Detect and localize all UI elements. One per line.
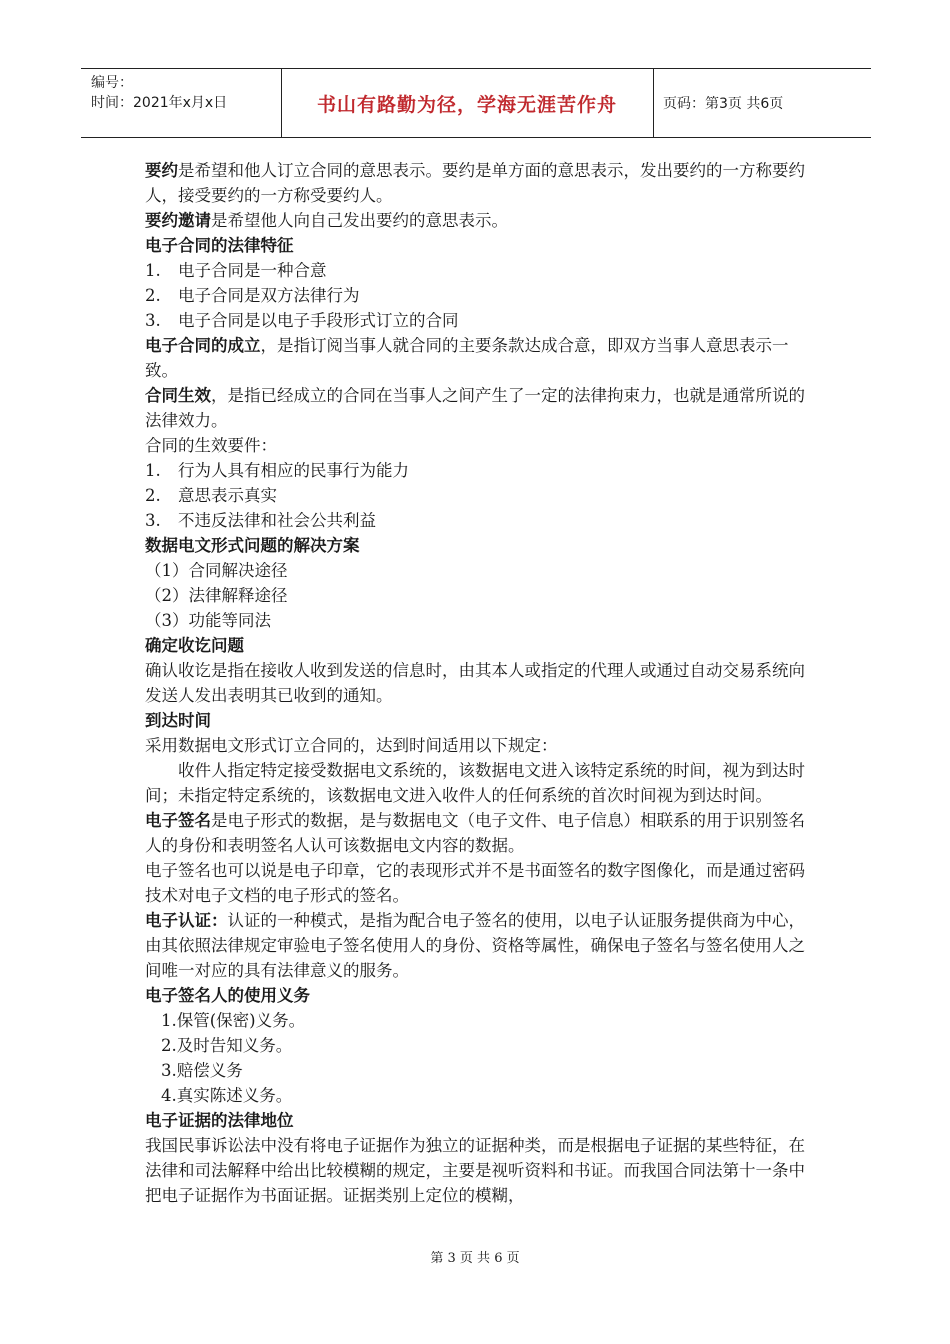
section-heading: 确定收讫问题 [145,636,244,655]
list-number: 3. [145,311,161,330]
page-header [81,68,871,138]
list-number: 3. [145,511,161,530]
text: 是希望和他人订立合同的意思表示。要约是单方面的意思表示，发出要约的一方称要约人，接受要约的一方称受要约人。 [145,161,805,205]
section-heading: 电子合同的法律特征 [145,236,294,255]
list-text: 电子合同是双方法律行为 [178,286,360,305]
paragraph: 收件人指定特定接受数据电文系统的，该数据电文进入该特定系统的时间，视为到达时间；未指定特定系统的，该数据电文进入收件人的任何系统的首次时间视为到达时间。 [145,761,805,805]
term: 电子合同的成立 [145,336,261,355]
text: ，是指订阅当事人就合同的主要条款达成合意，即双方当事人意思表示一致。 [145,336,789,380]
list-number: 1. [145,461,161,480]
paragraph: 合同的生效要件： [145,436,277,455]
motto-text: 书山有路勤为径，学海无涯苦作舟 [316,93,617,116]
header-left-cell [81,69,282,137]
list-item [145,308,805,333]
paragraph [145,333,805,383]
paragraph: 采用数据电文形式订立合同的，达到时间适用以下规定： [145,736,558,755]
text: 是电子形式的数据，是与数据电文（电子文件、电子信息）相联系的用于识别签名人的身份和表明签名人认可该数据电文内容的数据。 [145,811,805,855]
paragraph [145,208,805,233]
list-text: 不违反法律和社会公共利益 [178,511,376,530]
paragraph [145,908,805,983]
document-body [145,158,805,1208]
time-label: 时间：2021年x月x日 [91,95,228,111]
list-text: 意思表示真实 [178,486,277,505]
section-heading: 电子证据的法律地位 [145,1111,294,1130]
list-item [145,283,805,308]
term: 电子认证： [145,911,228,930]
paragraph [145,158,805,208]
list-item: （1）合同解决途径 [145,561,288,580]
page-footer [0,1247,950,1266]
header-motto-cell [281,69,654,137]
list-text: 行为人具有相应的民事行为能力 [178,461,409,480]
list-item [145,258,805,283]
list-item [145,483,805,508]
list-item [145,508,805,533]
term: 电子签名 [145,811,211,830]
text: 是希望他人向自己发出要约的意思表示。 [211,211,508,230]
paragraph: 电子签名也可以说是电子印章，它的表现形式并不是书面签名的数字图像化，而是通过密码技术对电子文档的电子形式的签名。 [145,861,805,905]
section-heading: 数据电文形式问题的解决方案 [145,536,360,555]
list-item: 2.及时告知义务。 [161,1036,293,1055]
list-item: 1.保管(保密)义务。 [161,1011,306,1030]
term: 要约 [145,161,178,180]
paragraph: 确认收讫是指在接收人收到发送的信息时，由其本人或指定的代理人或通过自动交易系统向发送人发出表明其已收到的通知。 [145,661,805,705]
term: 要约邀请 [145,211,211,230]
section-heading: 电子签名人的使用义务 [145,986,310,1005]
text: ，是指已经成立的合同在当事人之间产生了一定的法律拘束力，也就是通常所说的法律效力。 [145,386,805,430]
number-label: 编号： [91,75,133,91]
paragraph [145,808,805,858]
paragraph: 我国民事诉讼法中没有将电子证据作为独立的证据种类，而是根据电子证据的某些特征，在法律和司法解释中给出比较模糊的规定，主要是视听资料和书证。而我国合同法第十一条中把电子证据作为书面证据。证据类别上定位的模糊， [145,1136,805,1205]
list-number: 2. [145,286,161,305]
list-item [145,458,805,483]
list-text: 电子合同是以电子手段形式订立的合同 [178,311,459,330]
section-heading: 到达时间 [145,711,211,730]
list-text: 电子合同是一种合意 [178,261,327,280]
term: 合同生效 [145,386,211,405]
list-number: 1. [145,261,161,280]
list-item: （2）法律解释途径 [145,586,288,605]
header-page-cell [653,69,871,137]
text: 认证的一种模式，是指为配合电子签名的使用，以电子认证服务提供商为中心，由其依照法律规定审验电子签名使用人的身份、资格等属性，确保电子签名与签名使用人之间唯一对应的具有法律意义的服务。 [145,911,805,980]
list-number: 2. [145,486,161,505]
page-code: 页码：第3页 共6页 [663,96,784,112]
list-item: （3）功能等同法 [145,611,271,630]
list-item: 3.赔偿义务 [161,1061,243,1080]
footer-page-number: 第 3 页 共 6 页 [430,1251,520,1266]
list-item: 4.真实陈述义务。 [161,1086,293,1105]
paragraph [145,383,805,433]
